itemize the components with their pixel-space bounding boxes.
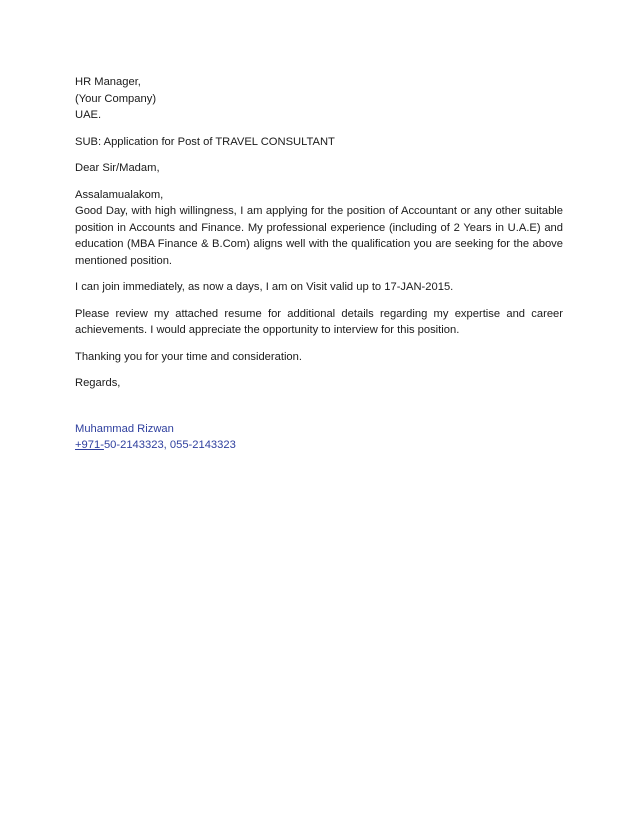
phone-link[interactable]: +971- [75, 439, 104, 451]
cover-letter [75, 74, 563, 454]
phone-numbers: 50-2143323, 055-2143323 [103, 439, 236, 451]
paragraph-3: Please review my attached resume for additional details regarding my expertise and career achievements. I would appreciate the opportunity to interview for this position. [75, 307, 563, 336]
subject-line: SUB: Application for Post of TRAVEL CONSULTANT [75, 135, 335, 148]
address-line-1: HR Manager, [75, 76, 141, 88]
salutation: Dear Sir/Madam, [75, 162, 160, 174]
body-section [75, 187, 563, 270]
recipient-address [75, 74, 563, 124]
signature-phone [75, 437, 563, 454]
signature-block [75, 421, 563, 454]
greeting: Assalamualakom, [75, 188, 164, 201]
address-line-3: UAE. [75, 109, 102, 121]
signature-name: Muhammad Rizwan [75, 422, 174, 435]
paragraph-4: Thanking you for your time and consideration. [75, 350, 302, 363]
address-line-2: (Your Company) [75, 92, 157, 105]
closing: Regards, [75, 377, 121, 389]
paragraph-2: I can join immediately, as now a days, I am on Visit valid up to 17-JAN-2015. [75, 281, 454, 293]
paragraph-1: Good Day, with high willingness, I am applying for the position of Accountant or any other suitable position in Accounts and Finance. My professional experience (including of 2 Years in U.A.E) and education (MBA Finance & B.Com) aligns well with the qualification you are seeking for the above mentioned position. [75, 205, 563, 267]
